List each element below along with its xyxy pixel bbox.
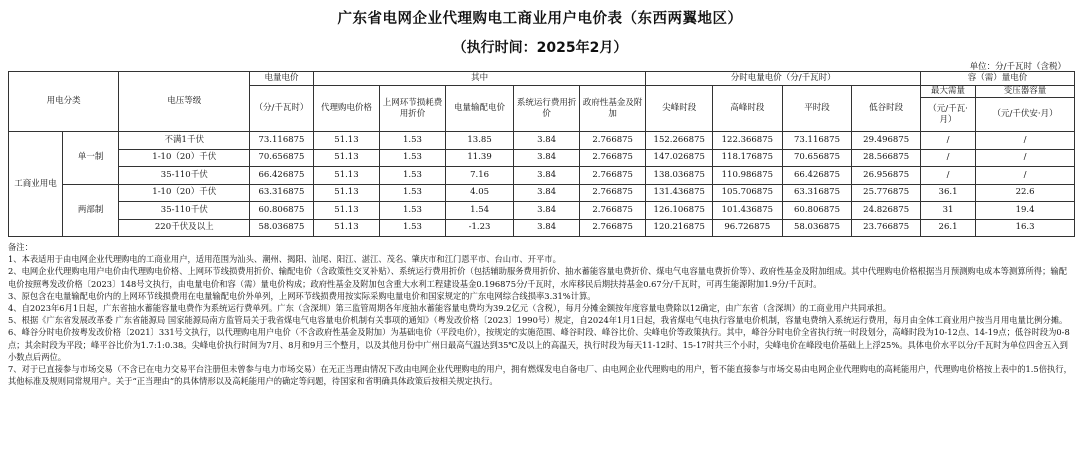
- upstream-cell: 1.53: [380, 184, 446, 202]
- sharp-cell: 126.106875: [646, 202, 713, 220]
- table-row: [9, 219, 1075, 237]
- gov-fund-cell: 2.766875: [579, 149, 646, 167]
- demand-cell: /: [920, 167, 975, 185]
- group-label: 工商业用电: [9, 132, 63, 237]
- purchase-cell: 51.13: [313, 149, 380, 167]
- transmission-cell: 1.54: [445, 202, 514, 220]
- demand-cell: 26.1: [920, 219, 975, 237]
- demand-cell: /: [920, 149, 975, 167]
- notes-section: [8, 241, 1074, 387]
- price-cell: 70.656875: [250, 149, 313, 167]
- flat-cell: 63.316875: [782, 184, 852, 202]
- sharp-cell: 131.436875: [646, 184, 713, 202]
- peak-cell: 96.726875: [713, 219, 783, 237]
- system-op-cell: 3.84: [514, 219, 580, 237]
- peak-cell: 118.176875: [713, 149, 783, 167]
- gov-fund-cell: 2.766875: [579, 132, 646, 150]
- purchase-header: 代理购电价格: [313, 86, 380, 132]
- purchase-cell: 51.13: [313, 202, 380, 220]
- peak-cell: 105.706875: [713, 184, 783, 202]
- notes-title: 备注：: [8, 242, 33, 252]
- note-item: 3、原包含在电量输配电价内的上网环节线损费用在电量输配电价外单列，上网环节线损费用按实际采购电量电价和国家规定的广东电网综合线损率3.31%计算。: [8, 290, 596, 301]
- valley-cell: 28.566875: [852, 149, 921, 167]
- sharp-cell: 147.026875: [646, 149, 713, 167]
- valley-cell: 24.826875: [852, 202, 921, 220]
- max-demand-header: 最大需量: [920, 86, 975, 98]
- purchase-cell: 51.13: [313, 167, 380, 185]
- table-row: [9, 132, 1075, 150]
- purchase-cell: 51.13: [313, 132, 380, 150]
- demand-cell: 31: [920, 202, 975, 220]
- upstream-cell: 1.53: [380, 149, 446, 167]
- system-op-cell: 3.84: [514, 149, 580, 167]
- valley-header: 低谷时段: [852, 86, 921, 132]
- transmission-cell: 11.39: [445, 149, 514, 167]
- valley-cell: 23.766875: [852, 219, 921, 237]
- transformer-cell: /: [976, 149, 1075, 167]
- sharp-header: 尖峰时段: [646, 86, 713, 132]
- peak-cell: 122.366875: [713, 132, 783, 150]
- flat-cell: 66.426875: [782, 167, 852, 185]
- note-item: 6、峰谷分时电价按粤发改价格〔2021〕331号文执行，以代理购电用户电价（不含政府性基金及附加）为基础电价（平段电价），按规定的实施范围、峰谷时段、峰谷比价、尖峰电价等政策执行。其中，峰谷分时电价全省执行统一时段划分，高峰时段为10-12点、14-19点；低谷时段为0-8点；其余时段为平段；峰平谷比价为1.7:1:0.38。尖峰电价执行时间为7月、8月和9月三个整月，以及其他月份中广州日最高气温达到35℃及以上的高温天，执行时段为每天11-12时、15-17时共三个小时，尖峰电价在峰段电价基础上上浮25%。具体电价水平以分/千瓦时为单位四舍五入到小数点后两位。: [8, 327, 1070, 362]
- transformer-cell: /: [976, 167, 1075, 185]
- transformer-cell: /: [976, 132, 1075, 150]
- flat-cell: 60.806875: [782, 202, 852, 220]
- transmission-cell: 4.05: [445, 184, 514, 202]
- system-op-cell: 3.84: [514, 184, 580, 202]
- upstream-cell: 1.53: [380, 219, 446, 237]
- flat-cell: 58.036875: [782, 219, 852, 237]
- system-op-cell: 3.84: [514, 167, 580, 185]
- price-cell: 60.806875: [250, 202, 313, 220]
- demand-cell: 36.1: [920, 184, 975, 202]
- transmission-cell: -1.23: [445, 219, 514, 237]
- gov-fund-header: 政府性基金及附加: [579, 86, 646, 132]
- document-title: 广东省电网企业代理购电工商业用户电价表（东西两翼地区）: [337, 11, 743, 27]
- flat-cell: 70.656875: [782, 149, 852, 167]
- single-system-label: 单一制: [63, 132, 119, 185]
- price-cell: 63.316875: [250, 184, 313, 202]
- max-demand-unit-header: （元/千瓦·月）: [920, 98, 975, 132]
- gov-fund-cell: 2.766875: [579, 167, 646, 185]
- two-part-system-label: 两部制: [63, 184, 119, 237]
- flat-cell: 73.116875: [782, 132, 852, 150]
- sharp-cell: 120.216875: [646, 219, 713, 237]
- peak-cell: 101.436875: [713, 202, 783, 220]
- upstream-cell: 1.53: [380, 167, 446, 185]
- tou-header: 分时电量电价（分/千瓦时）: [646, 72, 921, 86]
- note-item: 5、根据《广东省发展改革委 广东省能源局 国家能源局南方监管局关于我省煤电气电容量电价机制有关事项的通知》（粤发改价格〔2023〕1990号）规定，自2024年1月1日起，我省煤电气电执行容量电价机制，容量电费纳入系统运行费用，每月由全体工商业用户按当月用电量比例分摊。: [8, 315, 1068, 326]
- table-row: [9, 167, 1075, 185]
- transmission-header: 电量输配电价: [445, 86, 514, 132]
- system-op-header: 系统运行费用折价: [514, 86, 580, 132]
- note-item: 4、自2023年6月1日起，广东省抽水蓄能容量电费作为系统运行费单列。广东（含深圳）第三监管周期各年度抽水蓄能容量电费均为39.2亿元（含税），每月分摊金额按年度容量电费除以12确定，由广东省（含深圳）的工商业用户共同承担。: [8, 303, 892, 314]
- transformer-unit-header: （元/千伏安·月）: [976, 98, 1075, 132]
- gov-fund-cell: 2.766875: [579, 219, 646, 237]
- transformer-cell: 19.4: [976, 202, 1075, 220]
- table-row: [9, 149, 1075, 167]
- price-cell: 66.426875: [250, 167, 313, 185]
- transmission-cell: 13.85: [445, 132, 514, 150]
- upstream-cell: 1.53: [380, 202, 446, 220]
- voltage-cell: 不满1千伏: [119, 132, 250, 150]
- upstream-cell: 1.53: [380, 132, 446, 150]
- including-header: 其中: [313, 72, 646, 86]
- valley-cell: 25.776875: [852, 184, 921, 202]
- note-item: 7、对于已直接参与市场交易（不含已在电力交易平台注册但未曾参与电力市场交易）在无正当理由情况下改由电网企业代理购电的用户，拥有燃煤发电自备电厂、由电网企业代理购电的用户，暂不能直接参与市场交易由电网企业代理购电的高耗能用户，代理购电价格按上表中的1.5倍执行，其他标准及规则同常规用户。关于“正当理由”的具体情形以及高耗能用户的确定等问题，待国家和省明确具体政策后按相关规定执行。: [8, 364, 1072, 387]
- voltage-cell: 1-10（20）千伏: [119, 184, 250, 202]
- peak-cell: 110.986875: [713, 167, 783, 185]
- table-row: [9, 202, 1075, 220]
- transmission-cell: 7.16: [445, 167, 514, 185]
- voltage-cell: 220千伏及以上: [119, 219, 250, 237]
- price-cell: 58.036875: [250, 219, 313, 237]
- valley-cell: 29.496875: [852, 132, 921, 150]
- gov-fund-cell: 2.766875: [579, 184, 646, 202]
- sharp-cell: 138.036875: [646, 167, 713, 185]
- valley-cell: 26.956875: [852, 167, 921, 185]
- purchase-cell: 51.13: [313, 184, 380, 202]
- voltage-cell: 35-110千伏: [119, 202, 250, 220]
- note-item: 1、本表适用于由电网企业代理购电的工商业用户，适用范围为汕头、潮州、揭阳、汕尾、阳江、湛江、茂名、肇庆市和江门恩平市、台山市、开平市。: [8, 254, 561, 265]
- purchase-cell: 51.13: [313, 219, 380, 237]
- document-subtitle: （执行时间：2025年2月）: [452, 40, 628, 56]
- table-row: [9, 184, 1075, 202]
- tariff-table: [8, 71, 1075, 237]
- unit-label: 单位：分/千瓦时（含税）: [969, 62, 1066, 72]
- header-row-1: [9, 72, 1075, 86]
- transformer-cell: 22.6: [976, 184, 1075, 202]
- system-op-cell: 3.84: [514, 202, 580, 220]
- category-header: 用电分类: [9, 72, 119, 132]
- demand-cell: /: [920, 132, 975, 150]
- voltage-cell: 35-110千伏: [119, 167, 250, 185]
- upstream-header: 上网环节损耗费用折价: [380, 86, 446, 132]
- gov-fund-cell: 2.766875: [579, 202, 646, 220]
- transformer-header: 变压器容量: [976, 86, 1075, 98]
- price-cell: 73.116875: [250, 132, 313, 150]
- transformer-cell: 16.3: [976, 219, 1075, 237]
- peak-header: 高峰时段: [713, 86, 783, 132]
- capacity-header: 容（需）量电价: [920, 72, 1074, 86]
- price-header: 电量电价: [250, 72, 313, 86]
- price-unit-header: （分/千瓦时）: [250, 86, 313, 132]
- voltage-cell: 1-10（20）千伏: [119, 149, 250, 167]
- voltage-header: 电压等级: [119, 72, 250, 132]
- system-op-cell: 3.84: [514, 132, 580, 150]
- sharp-cell: 152.266875: [646, 132, 713, 150]
- note-item: 2、电网企业代理购电用户电价由代理购电价格、上网环节线损费用折价、输配电价（含政策性交叉补贴）、系统运行费用折价（包括辅助服务费用折价、抽水蓄能容量电费折价、煤电气电容量电费折价等）、政府性基金及附加组成。其中代理购电价格根据当月预测购电成本等测算所得；输配电价按照粤发改价格〔2023〕148号文执行，由电量电价和容（需）量电价构成；政府性基金及附加包含重大水利工程建设基金0.196875分/千瓦时，水库移民后期扶持基金0.67分/千瓦时，可再生能源附加1.9分/千瓦时。: [8, 266, 1067, 289]
- flat-header: 平时段: [782, 86, 852, 132]
